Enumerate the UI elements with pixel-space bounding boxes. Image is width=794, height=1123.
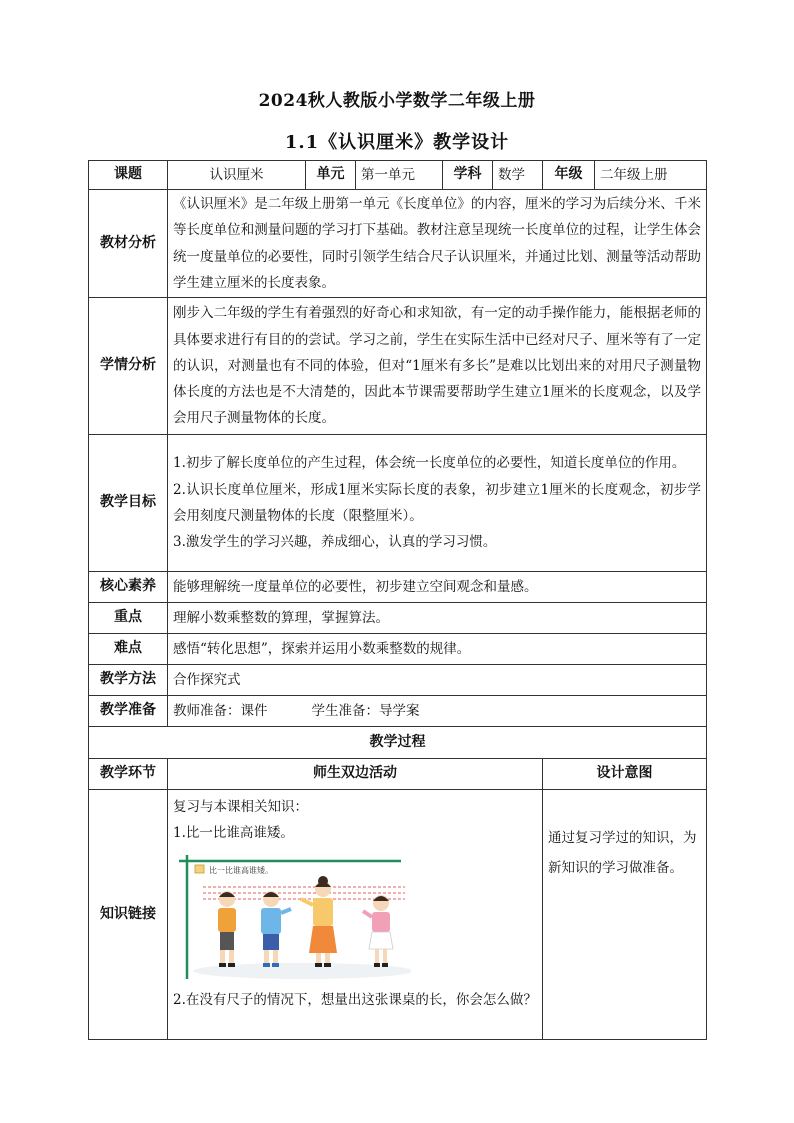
student-prep: 学生准备：导学案 xyxy=(311,702,420,719)
topic-value: 认识厘米 xyxy=(168,161,306,190)
student-analysis-label: 学情分析 xyxy=(89,298,168,435)
design-intent-text: 通过复习学过的知识，为新知识的学习做准备。 xyxy=(543,790,707,1040)
key-point-text: 理解小数乘整数的算理，掌握算法。 xyxy=(168,603,707,634)
stage-column-header: 教学环节 xyxy=(89,759,168,790)
teacher-prep: 教师准备：课件 xyxy=(173,702,268,719)
illustration-caption: 比一比谁高谁矮。 xyxy=(209,865,273,875)
teaching-method-row xyxy=(89,665,707,696)
goal-3: 3.激发学生的学习兴趣，养成细心，认真的学习习惯。 xyxy=(173,534,497,551)
core-literacy-text: 能够理解统一度量单位的必要性，初步建立空间观念和量感。 xyxy=(168,572,707,603)
goal-1: 1.初步了解长度单位的产生过程，体会统一长度单位的必要性，知道长度单位的作用。 xyxy=(173,455,686,472)
activity-line-3: 2.在没有尺子的情况下，想量出这张课桌的长，你会怎么做？ xyxy=(173,991,537,1008)
difficulty-text: 感悟“转化思想”，探索并运用小数乘整数的规律。 xyxy=(168,634,707,665)
teaching-method-label: 教学方法 xyxy=(89,665,168,696)
key-point-label: 重点 xyxy=(89,603,168,634)
activity-cell xyxy=(168,790,543,1040)
student-analysis-row xyxy=(89,298,707,435)
process-title: 教学过程 xyxy=(89,727,707,759)
unit-label: 单元 xyxy=(306,161,356,190)
child-figure xyxy=(218,891,236,967)
teaching-prep-label: 教学准备 xyxy=(89,696,168,727)
subject-value: 数学 xyxy=(493,161,543,190)
student-analysis-text: 刚步入二年级的学生有着强烈的好奇心和求知欲，有一定的动手操作能力，能根据老师的具体要求进行有目的的尝试。学习之前，学生在实际生活中已经对尺子、厘米等有了一定的认识，对测量也有不同的体验，但对“1厘米有多长”是难以比划出来的对用尺子测量物体长度的方法也是不大清楚的，因此本节课需要帮助学生建立1厘米的长度观念，以及学会用尺子测量物体的长度。 xyxy=(168,298,707,435)
subject-label: 学科 xyxy=(443,161,493,190)
topic-label: 课题 xyxy=(89,161,168,190)
key-point-row xyxy=(89,603,707,634)
process-title-row xyxy=(89,727,707,759)
process-row-knowledge-link xyxy=(89,790,707,1040)
lesson-title: 1.1《认识厘米》教学设计 xyxy=(284,132,510,153)
core-literacy-label: 核心素养 xyxy=(89,572,168,603)
difficulty-label: 难点 xyxy=(89,634,168,665)
teaching-goals-cell xyxy=(168,435,707,572)
child-figure xyxy=(261,891,291,967)
teaching-goals-label: 教学目标 xyxy=(89,435,168,572)
activity-column-header: 师生双边活动 xyxy=(168,759,543,790)
intent-column-header: 设计意图 xyxy=(543,759,707,790)
textbook-analysis-label: 教材分析 xyxy=(89,190,168,298)
teaching-prep-cell xyxy=(168,696,707,727)
child-figure xyxy=(363,895,393,967)
teaching-prep-row xyxy=(89,696,707,727)
core-literacy-row xyxy=(89,572,707,603)
page-title: 2024秋人教版小学数学二年级上册 xyxy=(258,91,536,111)
textbook-analysis-text: 《认识厘米》是二年级上册第一单元《长度单位》的内容，厘米的学习为后续分米、千米等长度单位和测量问题的学习打下基础。教材注意呈现统一长度单位的过程，让学生体会统一度量单位的必要性，同时引领学生结合尺子认识厘米，并通过比划、测量等活动帮助学生建立厘米的长度表象。 xyxy=(168,190,707,298)
difficulty-row xyxy=(89,634,707,665)
activity-line-1: 复习与本课相关知识： xyxy=(173,799,308,815)
grade-label: 年级 xyxy=(543,161,595,190)
process-header-row xyxy=(89,759,707,790)
info-row xyxy=(89,161,707,190)
grade-value: 二年级上册 xyxy=(595,161,707,190)
textbook-analysis-row xyxy=(89,190,707,298)
activity-line-2: 1.比一比谁高谁矮。 xyxy=(173,825,294,842)
child-figure xyxy=(301,876,337,967)
teaching-goals-row xyxy=(89,435,707,572)
goal-2: 2.认识长度单位厘米，形成1厘米实际长度的表象，初步建立1厘米的长度观念，初步学会用刻度尺测量物体的长度（限整厘米）。 xyxy=(173,481,701,524)
unit-value: 第一单元 xyxy=(356,161,443,190)
height-comparison-illustration xyxy=(173,853,411,981)
stage-knowledge-link: 知识链接 xyxy=(89,790,168,1040)
teaching-method-text: 合作探究式 xyxy=(168,665,707,696)
lesson-plan-table xyxy=(88,160,707,1040)
